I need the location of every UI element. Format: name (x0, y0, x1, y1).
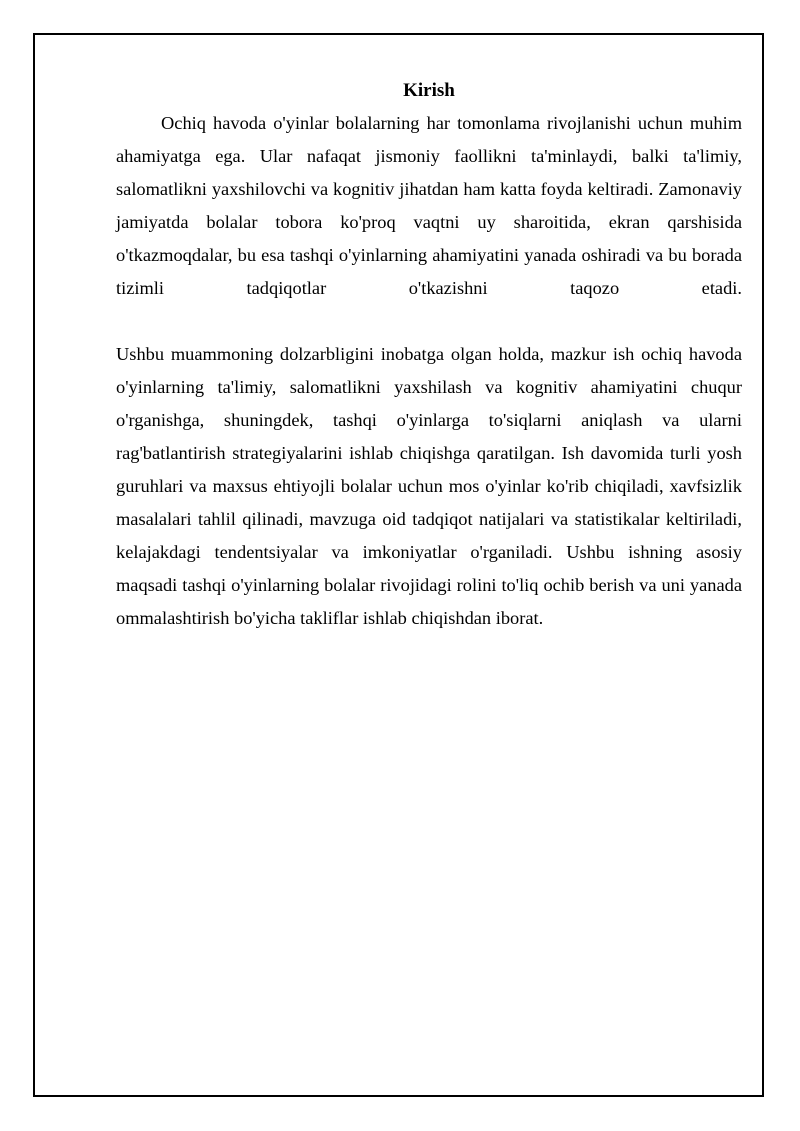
document-title: Kirish (403, 80, 455, 101)
document-body (116, 72, 742, 635)
paragraph-1: Ochiq havoda o'yinlar bolalarning har tomonlama rivojlanishi uchun muhim ahamiyatga ega. Ular nafaqat jismoniy faollikni ta'minlaydi, balki ta'limiy, salomatlikni yaxshilovchi va kognitiv jihatdan ham katta foyda keltiradi. Zamonaviy jamiyatda bolalar tobora ko'proq vaqtni uy sharoitida, ekran qarshisida o'tkazmoqdalar, bu esa tashqi o'yinlarning ahamiyatini yanada oshiradi va bu borada tizimli tadqiqotlar o'tkazishni taqozo etadi. (116, 113, 742, 298)
paragraph-gap (116, 305, 742, 338)
paragraph-2: Ushbu muammoning dolzarbligini inobatga olgan holda, mazkur ish ochiq havoda o'yinlarning ta'limiy, salomatlikni yaxshilash va kognitiv ahamiyatini chuqur o'rganishga, shuningdek, tashqi o'yinlarga to'siqlarni aniqlash va ularni rag'batlantirish strategiyalarini ishlab chiqishga qaratilgan. Ish davomida turli yosh guruhlari va maxsus ehtiyojli bolalar uchun mos o'yinlar ko'rib chiqiladi, xavfsizlik masalalari tahlil qilinadi, mavzuga oid tadqiqot natijalari va statistikalar keltiriladi, kelajakdagi tendentsiyalar va imkoniyatlar o'rganiladi. Ushbu ishning asosiy maqsadi tashqi o'yinlarning bolalar rivojidagi rolini to'liq ochib berish va uni yanada ommalashtirish bo'yicha takliflar ishlab chiqishdan iborat. (116, 344, 742, 628)
